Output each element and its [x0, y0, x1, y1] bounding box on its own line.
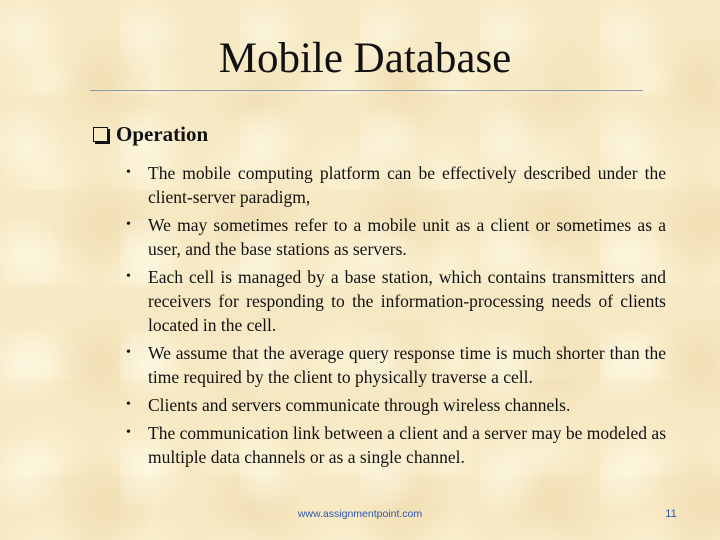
bullet-dot-icon: •	[126, 165, 131, 180]
bullet-list	[126, 161, 666, 473]
bullet-text: The communication link between a client and a server may be modeled as multiple data channels or as a single channel.	[148, 423, 667, 467]
bullet-dot-icon: •	[126, 269, 131, 284]
bullet-item	[126, 393, 666, 417]
bullet-text: Each cell is managed by a base station, which contains transmitters and receivers for responding to the information-processing needs of clients located in the cell.	[148, 267, 666, 335]
bullet-text: Clients and servers communicate through wireless channels.	[148, 395, 571, 415]
section-heading	[93, 120, 208, 148]
hollow-square-bullet-icon	[93, 127, 108, 142]
bullet-item	[126, 265, 666, 337]
page-number: 11	[665, 508, 677, 520]
bullet-text: We may sometimes refer to a mobile unit as a client or sometimes as a user, and the base stations as servers.	[148, 215, 666, 259]
bullet-dot-icon: •	[126, 345, 131, 360]
bullet-item	[126, 213, 666, 261]
bullet-dot-icon: •	[126, 397, 131, 412]
bullet-dot-icon: •	[126, 425, 131, 440]
footer-url[interactable]: www.assignmentpoint.com	[297, 508, 423, 520]
bullet-text: We assume that the average query response time is much shorter than the time required by the client to physically traverse a cell.	[148, 343, 666, 387]
bullet-item	[126, 161, 666, 209]
section-heading-label: Operation	[116, 122, 209, 146]
bullet-dot-icon: •	[126, 217, 131, 232]
title-divider	[90, 90, 643, 91]
bullet-item	[126, 341, 666, 389]
bullet-text: The mobile computing platform can be effectively described under the client-server paradigm,	[148, 163, 666, 207]
slide-title: Mobile Database	[218, 35, 512, 82]
bullet-item	[126, 421, 666, 469]
